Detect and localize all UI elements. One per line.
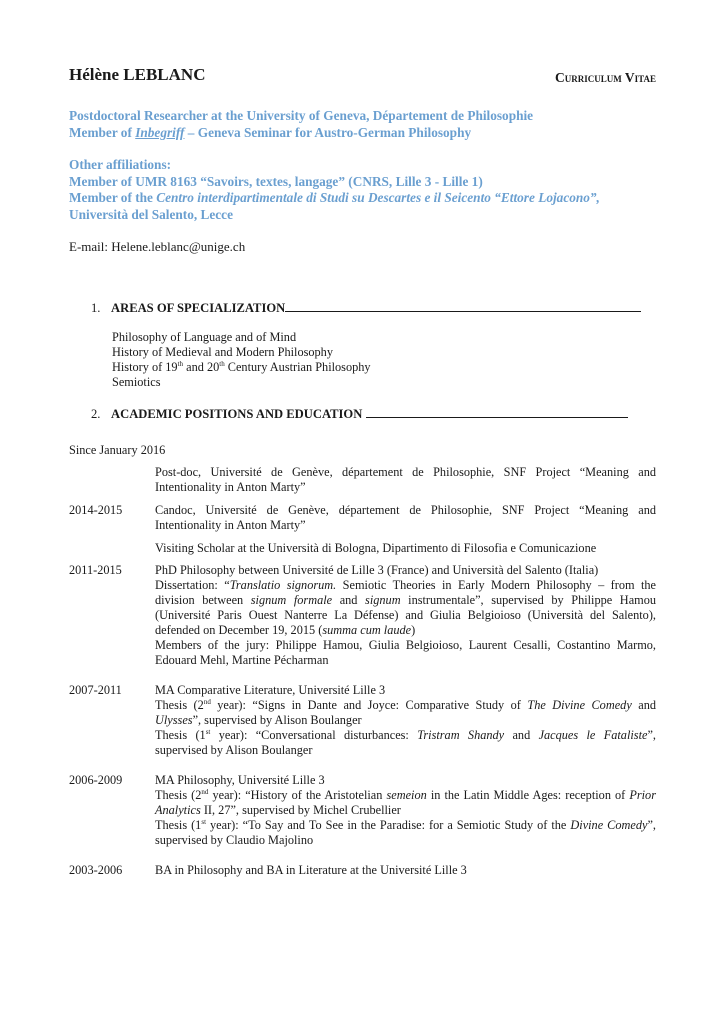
- current-affiliation: [69, 108, 659, 141]
- section-heading-specialization: 1. AREAS OF SPECIALIZATION: [91, 298, 656, 316]
- specialization-item: Philosophy of Language and of Mind: [112, 330, 297, 344]
- author-name: Hélène LEBLANC: [69, 65, 206, 84]
- heading-rule: [285, 298, 641, 312]
- heading-rule: [366, 404, 628, 418]
- affiliation-line-2: Member of Inbegriff – Geneva Seminar for Austro-German Philosophy: [69, 124, 472, 140]
- other-affiliations-heading: Other affiliations:: [69, 157, 172, 172]
- other-affiliations: [69, 157, 659, 223]
- specialization-item: History of 19th and 20th Century Austrian Philosophy: [112, 360, 371, 374]
- other-affiliation-2: Member of the Centro interdipartimentale di Studi su Descartes e il Seicento “Ettore Lojacono”, Università del Salento, Lecce: [69, 190, 600, 222]
- email-line[interactable]: E-mail: Helene.leblanc@unige.ch: [69, 239, 246, 254]
- specialization-item: History of Medieval and Modern Philosophy: [112, 345, 333, 359]
- section-heading-positions: 2. ACADEMIC POSITIONS AND EDUCATION: [91, 404, 656, 422]
- entry-year: 2011-2015: [69, 563, 122, 577]
- specialization-list: [112, 330, 371, 390]
- other-affiliation-1: Member of UMR 8163 “Savoirs, textes, langage” (CNRS, Lille 3 - Lille 1): [69, 173, 483, 189]
- entry-year: 2003-2006: [69, 863, 123, 877]
- cv-header: [69, 67, 656, 89]
- entry-year: 2007-2011: [69, 683, 122, 697]
- inbegriff-link[interactable]: Inbegriff: [135, 124, 185, 140]
- document-title: Curriculum Vitae: [555, 70, 656, 85]
- entry-year: 2006-2009: [69, 773, 123, 787]
- cv-page: Hélène LEBLANC Curriculum Vitae Postdoctoral Researcher at the University of Geneva, Département de Philosophie Member of Inbegriff – Geneva Seminar for Austro-German Philosophy Other affiliations: Member of UMR 8163 “Savoirs, textes, langage” (CNRS, Lille 3 - Lille 1) Member of the Centro interdipartimentale di Studi su Descartes e il Seicento “Ettore Lojacono”, Università del Salento, Lecce E-mail: Helene.leblanc@unige.ch 1. AREAS OF SPECIALIZATION Philosophy of Language and of Mind History of Medieval and Modern Philosophy History of 19th and 20th Century Austrian Philosophy Semiotics 2. ACADEMIC POSITIONS AND EDUCATION Since January 2016 Post-doc, Université de Genève, département de Philosophie, SNF Project “Meaning and Intentionality in Anton Marty” 2014-2015 Candoc, Université de Genève, département de Philosophie, SNF Project “Meaning and Intentionality in Anton Marty” Visiting Scholar at the Università di Bologna, Dipartimento di Filosofia e Comunicazione 2011-2015 PhD Philosophy between Université de Lille 3 (France) and Università del Salento (Italia) Dissertation: “Translatio signorum. Semiotic Theories in Early Modern Philosophy – from the division between signum formale and signum instrumentale”, supervised by Philippe Hamou (Université Paris Ouest Nanterre La Défense) and Giulia Belgioioso (Università del Salento), defended on December 19, 2015 (summa cum laude) Members of the jury: Philippe Hamou, Giulia Belgioioso, Laurent Cesalli, Costantino Marmo, Edouard Mehl, Martine Pécharman 2007-2011 MA Comparative Literature, Université Lille 3 Thesis (2nd year): “Signs in Dante and Joyce: Comparative Study of The Divine Comedy and Ulysses”, supervised by Alison Boulanger Thesis (1st year): “Conversational disturbances: Tristram Shandy and Jacques le Fataliste”, supervised by Alison Boulanger 2006-2009 MA Philosophy, Université Lille 3 Thesis (2nd year): “History of the Aristotelian semeion in the Latin Middle Ages: reception of Prior Analytics II, 27”, supervised by Michel Crubellier Thesis (1st year): “To Say and To See in the Paradise: for a Semiotic Study of the Divine Comedy”, supervised by Claudio Majolino 2003-2006 BA in Philosophy and BA in Literature at the Université Lille 3: [0, 0, 725, 1024]
- entry-year: 2014-2015: [69, 503, 123, 517]
- affiliation-line-1: Postdoctoral Researcher at the University of Geneva, Département de Philosophie: [69, 108, 534, 123]
- specialization-item: Semiotics: [112, 375, 161, 389]
